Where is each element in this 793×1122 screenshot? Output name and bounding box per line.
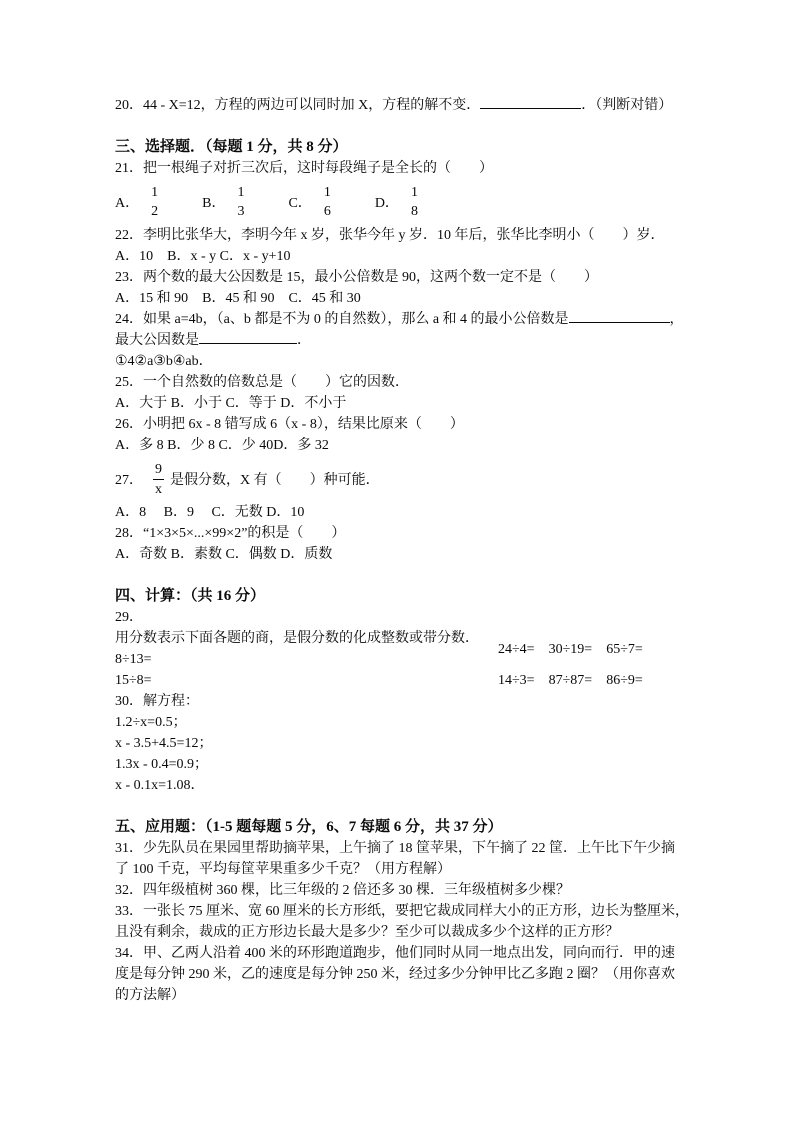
question-30-title: 30．解方程： xyxy=(115,694,199,709)
question-24-text2: 最大公因数是 xyxy=(115,333,199,348)
question-29-row-2 xyxy=(115,670,683,691)
option-c-label: C． xyxy=(288,196,312,211)
option-d-label: D． xyxy=(374,196,399,211)
question-24-choices: ①4②a③b④ab． xyxy=(115,354,213,369)
fraction-numerator: 1 xyxy=(323,185,331,200)
fraction-one-half xyxy=(151,183,158,221)
question-25-options: A．大于 B．小于 C．等于 D．不小于 xyxy=(115,396,347,411)
equation-3: 1.3x - 0.4=0.9； xyxy=(115,757,209,772)
fraction-denominator: 8 xyxy=(410,204,418,219)
question-23-text: 23．两个数的最大公因数是 15，最小公倍数是 90，这两个数一定不是（ ） xyxy=(115,270,598,285)
division-expression: 86÷9= xyxy=(606,673,643,688)
fraction-denominator: 3 xyxy=(237,204,245,219)
question-24-period: ． xyxy=(297,333,311,348)
question-27-number: 27． xyxy=(115,473,143,488)
option-a-label: A． xyxy=(115,196,140,211)
option-b-label: B． xyxy=(202,196,226,211)
division-expression: 65÷7= xyxy=(606,642,643,657)
question-20-text: 20．44 - X=12，方程的两边可以同时加 X，方程的解不变． xyxy=(115,98,481,113)
division-expression: 8÷13= xyxy=(115,652,152,667)
answer-blank-q24-gcd xyxy=(199,330,297,344)
question-28-text: 28．“1×3×5×...×99×2”的积是（ ） xyxy=(115,526,346,541)
question-25-text: 25．一个自然数的倍数总是（ ）它的因数． xyxy=(115,375,409,390)
question-24-text: 24．如果 a=4b，（a、b 都是不为 0 的自然数），那么 a 和 4 的最小公倍数是 xyxy=(115,312,569,327)
option-b xyxy=(202,183,244,221)
fraction-denominator: x xyxy=(155,481,162,497)
question-29-instruction: 用分数表示下面各题的商，是假分数的化成整数或带分数． xyxy=(115,631,479,646)
division-expression-group xyxy=(498,670,643,691)
question-24-comma: ， xyxy=(669,312,684,327)
division-expression: 14÷3= xyxy=(498,673,535,688)
section-3-header: 三、选择题．（每题 1 分，共 8 分） xyxy=(115,139,348,155)
question-24-line2 xyxy=(115,330,683,351)
fraction-numerator: 1 xyxy=(151,185,159,200)
fraction-one-sixth xyxy=(324,183,331,221)
fraction-denominator: 2 xyxy=(151,204,159,219)
question-23-options: A．15 和 90 B．45 和 90 C．45 和 30 xyxy=(115,291,361,306)
question-26-options: A．多 8 B．少 8 C．少 40D．多 32 xyxy=(115,438,329,453)
question-22-options: A．10 B．x - y C．x - y+10 xyxy=(115,249,291,264)
fraction-numerator: 9 xyxy=(153,460,164,480)
question-27-text: 是假分数，X 有（ ）种可能． xyxy=(170,473,380,488)
option-a xyxy=(115,183,158,221)
question-29-number: 29． xyxy=(115,610,143,625)
option-c xyxy=(288,183,330,221)
question-33-line1: 33．一张长 75 厘米、宽 60 厘米的长方形纸，要把它裁成同样大小的正方形，边长为整厘米， xyxy=(115,904,689,919)
question-34-line2: 度是每分钟 290 米，乙的速度是每分钟 250 米，经过多少分钟甲比乙多跑 2 圈？（用你喜欢 xyxy=(115,967,675,982)
equation-4: x - 0.1x=1.08． xyxy=(115,778,205,793)
question-21-text: 21．把一根绳子对折三次后，这时每段绳子是全长的（ ） xyxy=(115,161,493,176)
question-26-text: 26．小明把 6x - 8 错写成 6（x - 8），结果比原来（ ） xyxy=(115,417,464,432)
fraction-one-eighth xyxy=(411,183,418,221)
option-d xyxy=(375,183,418,221)
question-34-line3: 的方法解） xyxy=(115,988,185,1003)
division-expression: 15÷8= xyxy=(115,673,152,688)
question-28-options: A．奇数 B．素数 C．偶数 D．质数 xyxy=(115,547,333,562)
fraction-nine-over-x xyxy=(153,460,164,499)
division-expression: 87÷87= xyxy=(548,673,593,688)
question-33-line2: 且没有剩余，裁成的正方形边长最大是多少？至少可以裁成多少个这样的正方形？ xyxy=(115,925,619,940)
answer-blank-q24-lcm xyxy=(569,309,670,323)
question-22-text: 22．李明比张华大，李明今年 x 岁，张华今年 y 岁．10 年后，张华比李明小（ ）岁． xyxy=(115,228,665,243)
question-31-line2: 了 100 千克，平均每筐苹果重多少千克？（用方程解） xyxy=(115,862,451,877)
question-32-text: 32．四年级植树 360 棵，比三年级的 2 倍还多 30 棵．三年级植树多少棵？ xyxy=(115,883,570,898)
division-expression-group xyxy=(498,639,643,660)
section-5-header: 五、应用题：（1-5 题每题 5 分，6、7 每题 6 分，共 37 分） xyxy=(115,819,503,835)
answer-blank-q20 xyxy=(480,95,581,109)
fraction-numerator: 1 xyxy=(410,185,418,200)
fraction-denominator: 6 xyxy=(323,204,331,219)
fraction-one-third xyxy=(237,183,244,221)
question-29-row-1 xyxy=(115,642,683,670)
question-34-line1: 34．甲、乙两人沿着 400 米的环形跑道跑步，他们同时从同一地点出发，同向而行．甲的速 xyxy=(115,946,675,961)
question-21-options xyxy=(115,179,683,225)
question-24-line1 xyxy=(115,309,683,330)
question-27 xyxy=(115,456,683,502)
fraction-numerator: 1 xyxy=(237,185,245,200)
equation-2: x - 3.5+4.5=12； xyxy=(115,736,213,751)
division-expression: 24÷4= xyxy=(498,642,535,657)
question-20 xyxy=(115,95,683,116)
question-31-line1: 31．少先队员在果园里帮助摘苹果，上午摘了 18 筐苹果，下午摘了 22 筐．上午比下午少摘 xyxy=(115,841,675,856)
question-27-options: A．8 B．9 C．无数 D．10 xyxy=(115,505,305,520)
equation-1: 1.2÷x=0.5； xyxy=(115,715,187,730)
question-20-suffix: ．（判断对错） xyxy=(581,98,673,113)
division-expression: 30÷19= xyxy=(548,642,593,657)
section-4-header: 四、计算：（共 16 分） xyxy=(115,588,266,604)
